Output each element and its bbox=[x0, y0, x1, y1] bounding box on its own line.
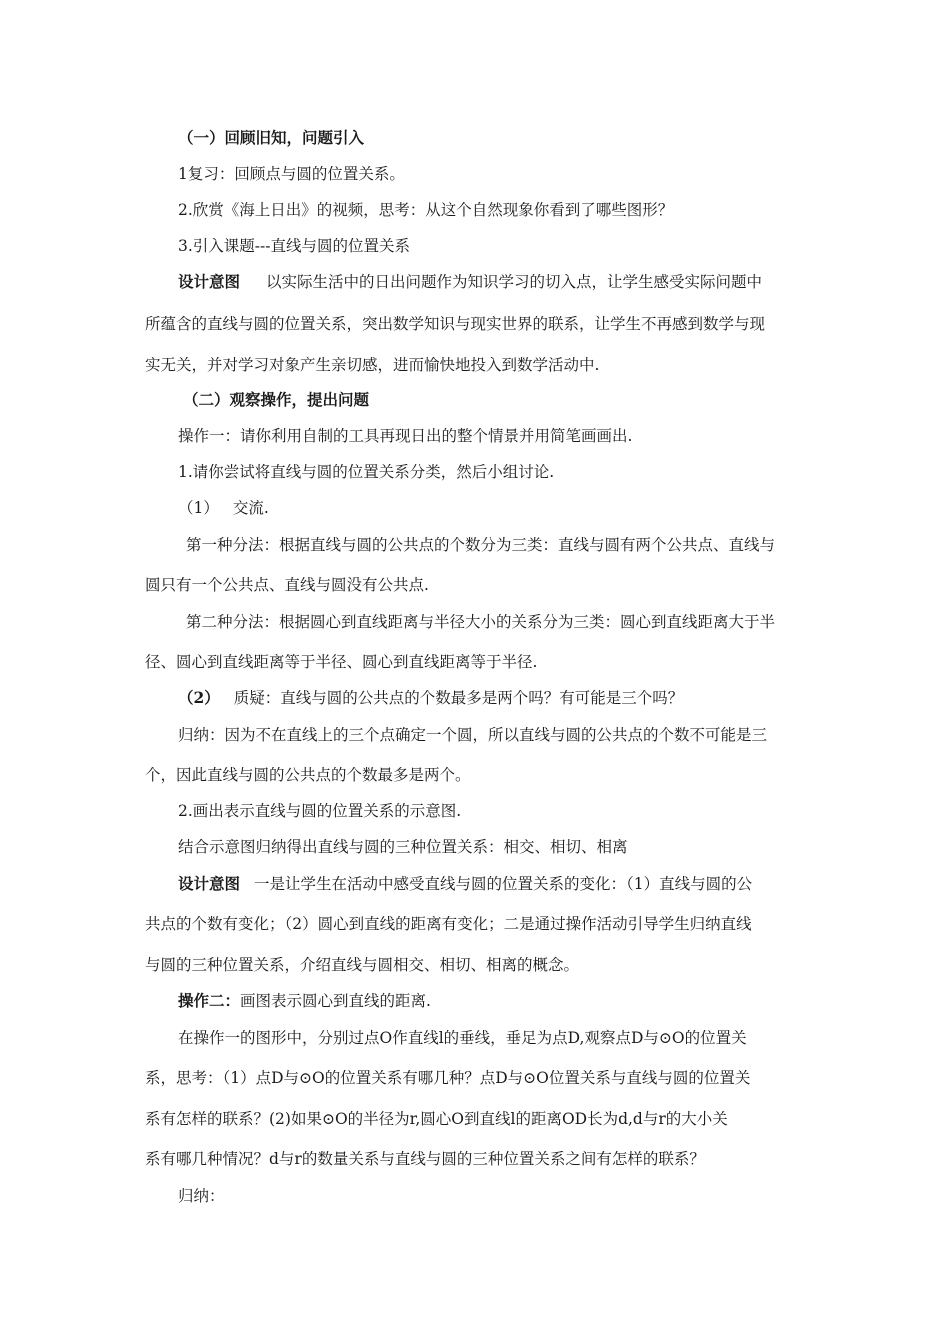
section2-design-text: 一是让学生在活动中感受直线与圆的位置关系的变化：（1）直线与圆的公 bbox=[254, 875, 753, 893]
section2-design-label: 设计意图 bbox=[178, 874, 241, 893]
method2-line2: 径、圆心到直线距离等于半径、圆心到直线距离等于半径. bbox=[145, 653, 538, 671]
operation2-label: 操作二： bbox=[178, 991, 241, 1010]
section1-design-label: 设计意图 bbox=[178, 272, 241, 291]
subpoint1 bbox=[178, 498, 269, 518]
operation2-text: 画图表示圆心到直线的距离. bbox=[240, 992, 431, 1010]
operation2-para-line1: 在操作一的图形中，分别过点O作直线l的垂线，垂足为点D,观察点D与⊙O的位置关 bbox=[178, 1029, 747, 1047]
section1-heading: （一）回顾旧知，问题引入 bbox=[178, 128, 365, 147]
operation2-para-line3: 系有怎样的联系？(2)如果⊙O的半径为r,圆心O到直线l的距离OD长为d,d与r的大小关 bbox=[145, 1110, 728, 1128]
operation2-line bbox=[178, 991, 431, 1011]
final-induction: 归纳： bbox=[178, 1187, 225, 1205]
induction-line1: 归纳：因为不在直线上的三个点确定一个圆，所以直线与圆的公共点的个数不可能是三 bbox=[178, 726, 768, 744]
subpoint2-text: 质疑：直线与圆的公共点的个数最多是两个吗？有可能是三个吗？ bbox=[233, 689, 684, 707]
subpoint1-text: 交流. bbox=[232, 499, 269, 517]
question2-text: 2.画出表示直线与圆的位置关系的示意图. bbox=[178, 802, 462, 820]
method1-line2: 圆只有一个公共点、直线与圆没有公共点. bbox=[145, 576, 429, 594]
section1-design-line2: 所蕴含的直线与圆的位置关系，突出数学知识与现实世界的联系，让学生不再感到数学与现 bbox=[145, 315, 766, 333]
section1-item2: 2.欣赏《海上日出》的视频，思考：从这个自然现象你看到了哪些图形？ bbox=[178, 201, 674, 219]
subpoint2-number: （2） bbox=[178, 688, 220, 707]
section1-design-text: 以实际生活中的日出问题作为知识学习的切入点，让学生感受实际问题中 bbox=[266, 273, 763, 291]
method1-line1: 第一种分法：根据直线与圆的公共点的个数分为三类：直线与圆有两个公共点、直线与 bbox=[186, 536, 776, 554]
subpoint1-number: （1） bbox=[178, 499, 219, 517]
subpoint2 bbox=[178, 688, 683, 708]
section2-design-line1 bbox=[178, 874, 752, 894]
operation2-para-line2: 系，思考：（1）点D与⊙O的位置关系有哪几种？点D与⊙O位置关系与直线与圆的位置关 bbox=[145, 1069, 751, 1087]
section1-design-line3: 实无关，并对学习对象产生亲切感，进而愉快地投入到数学活动中. bbox=[145, 356, 600, 374]
operation1-text: 操作一：请你利用自制的工具再现日出的整个情景并用简笔画画出. bbox=[178, 427, 633, 445]
combine-text: 结合示意图归纳得出直线与圆的三种位置关系：相交、相切、相离 bbox=[178, 838, 628, 856]
induction-line2: 个，因此直线与圆的公共点的个数最多是两个。 bbox=[145, 766, 471, 784]
section2-design-line2: 共点的个数有变化；（2）圆心到直线的距离有变化；二是通过操作活动引导学生归纳直线 bbox=[145, 915, 752, 933]
method2-line1: 第二种分法：根据圆心到直线距离与半径大小的关系分为三类：圆心到直线距离大于半 bbox=[186, 613, 776, 631]
question1-text: 1.请你尝试将直线与圆的位置关系分类，然后小组讨论. bbox=[178, 463, 555, 481]
section2-heading: （二）观察操作，提出问题 bbox=[183, 390, 370, 409]
section1-item1: 1复习：回顾点与圆的位置关系。 bbox=[178, 165, 405, 183]
section1-design-line1 bbox=[178, 272, 762, 292]
operation2-para-line4: 系有哪几种情况？d与r的数量关系与直线与圆的三种位置关系之间有怎样的联系？ bbox=[145, 1150, 705, 1168]
section2-design-line3: 与圆的三种位置关系，介绍直线与圆相交、相切、相离的概念。 bbox=[145, 956, 580, 974]
section1-item3: 3.引入课题---直线与圆的位置关系 bbox=[178, 237, 411, 255]
